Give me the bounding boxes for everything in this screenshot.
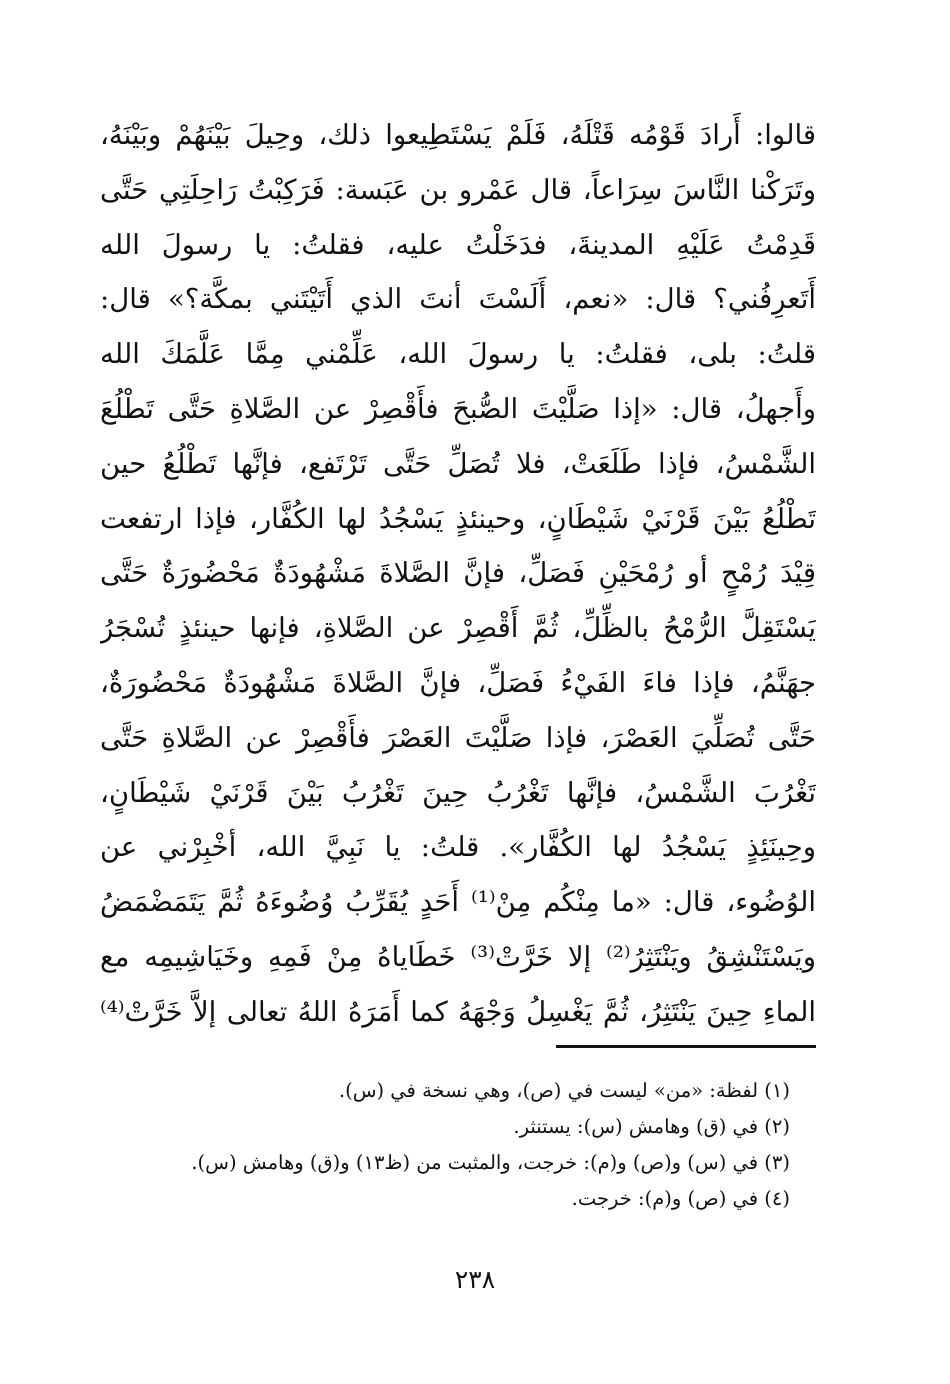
text-line: الماءِ حِينَ يَنْتَثِرُ، ثُمَّ يَغْسِلُ وَجْهَهُ كما أَمَرَهُ اللهُ تعالى إلاَّ خَرَّتْ⁽⁴⁾: [100, 995, 816, 1028]
text-line: الشَّمْسُ، فإذا طَلَعَتْ، فلا تُصَلِّ حَتَّى تَرْتَفع، فإنَّها تَطْلُعُ حين: [100, 447, 816, 480]
text-line: قَدِمْتُ عَلَيْهِ المدينةَ، فدَخَلْتُ عليه، فقلتُ: يا رسولَ الله: [100, 228, 816, 261]
text-line: قلتُ: بلى، فقلتُ: يا رسولَ الله، عَلِّمْني مِمَّا عَلَّمَكَ الله: [100, 338, 816, 371]
text-line: ويَسْتَنْشِقُ ويَنْتَثِرُ⁽²⁾ إلا خَرَّتْ⁽³⁾ خَطَاياهُ مِنْ فَمِهِ وخَيَاشِيمِه مع: [100, 940, 816, 973]
footnote-divider: [556, 1045, 816, 1048]
text-line: جهَنَّمُ، فإذا فاءَ الفَيْءُ فَصَلِّ، فإنَّ الصَّلاةَ مَشْهُودَةٌ مَحْضُورَةٌ،: [100, 666, 816, 699]
footnotes: [191, 1073, 790, 1217]
text-line: تَطْلُعُ بَيْنَ قَرْنَيْ شَيْطَانٍ، وحينئذٍ يَسْجُدُ لها الكُفَّار، فإذا ارتفعت: [100, 502, 816, 535]
text-line: الوُضُوء، قال: «ما مِنْكُم مِنْ⁽¹⁾ أَحَدٍ يُقَرِّبُ وُضُوءَهُ ثُمَّ يَتَمَضْمَضُ: [100, 886, 816, 919]
text-line: أَتَعرِفُني؟ قال: «نعم، أَلَسْتَ أنتَ الذي أَتَيْتَني بمكَّة؟» قال:: [100, 283, 816, 316]
text-line: وأَجهلُ، قال: «إذا صَلَّيْتَ الصُّبحَ فأَقْصِرْ عن الصَّلاةِ حَتَّى تَطْلُعَ: [100, 392, 816, 425]
footnote-2: (٢) في (ق) وهامش (س): يستنثر.: [513, 1115, 790, 1138]
text-line: قِيْدَ رُمْحٍ أو رُمْحَيْنِ فَصَلِّ، فإنَّ الصَّلاةَ مَشْهُودَةٌ مَحْضُورَةٌ حَتَّى: [100, 557, 816, 590]
footnote-4: (٤) في (ص) و(م): خرجت.: [571, 1187, 790, 1210]
text-line: قالوا: أَرادَ قَوْمُه قَتْلَهُ، فَلَمْ يَسْتَطِيعوا ذلك، وحِيلَ بَيْنَهُمْ وبَيْنَهُ،: [100, 119, 816, 151]
page-number: ٢٣٨: [454, 1265, 496, 1294]
text-line: وتَرَكْنا النَّاسَ سِرَاعاً، قال عَمْرو بن عَبَسة: فَرَكِبْتُ رَاحِلَتِي حَتَّى: [100, 173, 816, 206]
text-line: وحِينَئِذٍ يَسْجُدُ لها الكُفَّار». قلتُ: يا نَبِيَّ الله، أخْبِرْني عن: [100, 831, 816, 864]
main-text: [100, 108, 816, 1040]
text-line: يَسْتَقِلَّ الرُّمْحُ بالظِّلِّ، ثُمَّ أَقْصِرْ عن الصَّلاةِ، فإنها حينئذٍ تُسْجَرُ: [100, 612, 816, 645]
footnote-1: (١) لفظة: «من» ليست في (ص)، وهي نسخة في (س).: [338, 1079, 790, 1102]
text-line: حَتَّى تُصَلِّيَ العَصْرَ، فإذا صَلَّيْتَ العَصْرَ فأَقْصِرْ عن الصَّلاةِ حَتَّى: [100, 721, 816, 754]
text-line: تَغْرُبَ الشَّمْسُ، فإنَّها تَغْرُبُ حِينَ تَغْرُبُ بَيْنَ قَرْنَيْ شَيْطَانٍ،: [100, 776, 816, 809]
footnote-3: (٣) في (س) و(ص) و(م): خرجت، والمثبت من (ظ١٣) و(ق) وهامش (س).: [191, 1151, 790, 1174]
